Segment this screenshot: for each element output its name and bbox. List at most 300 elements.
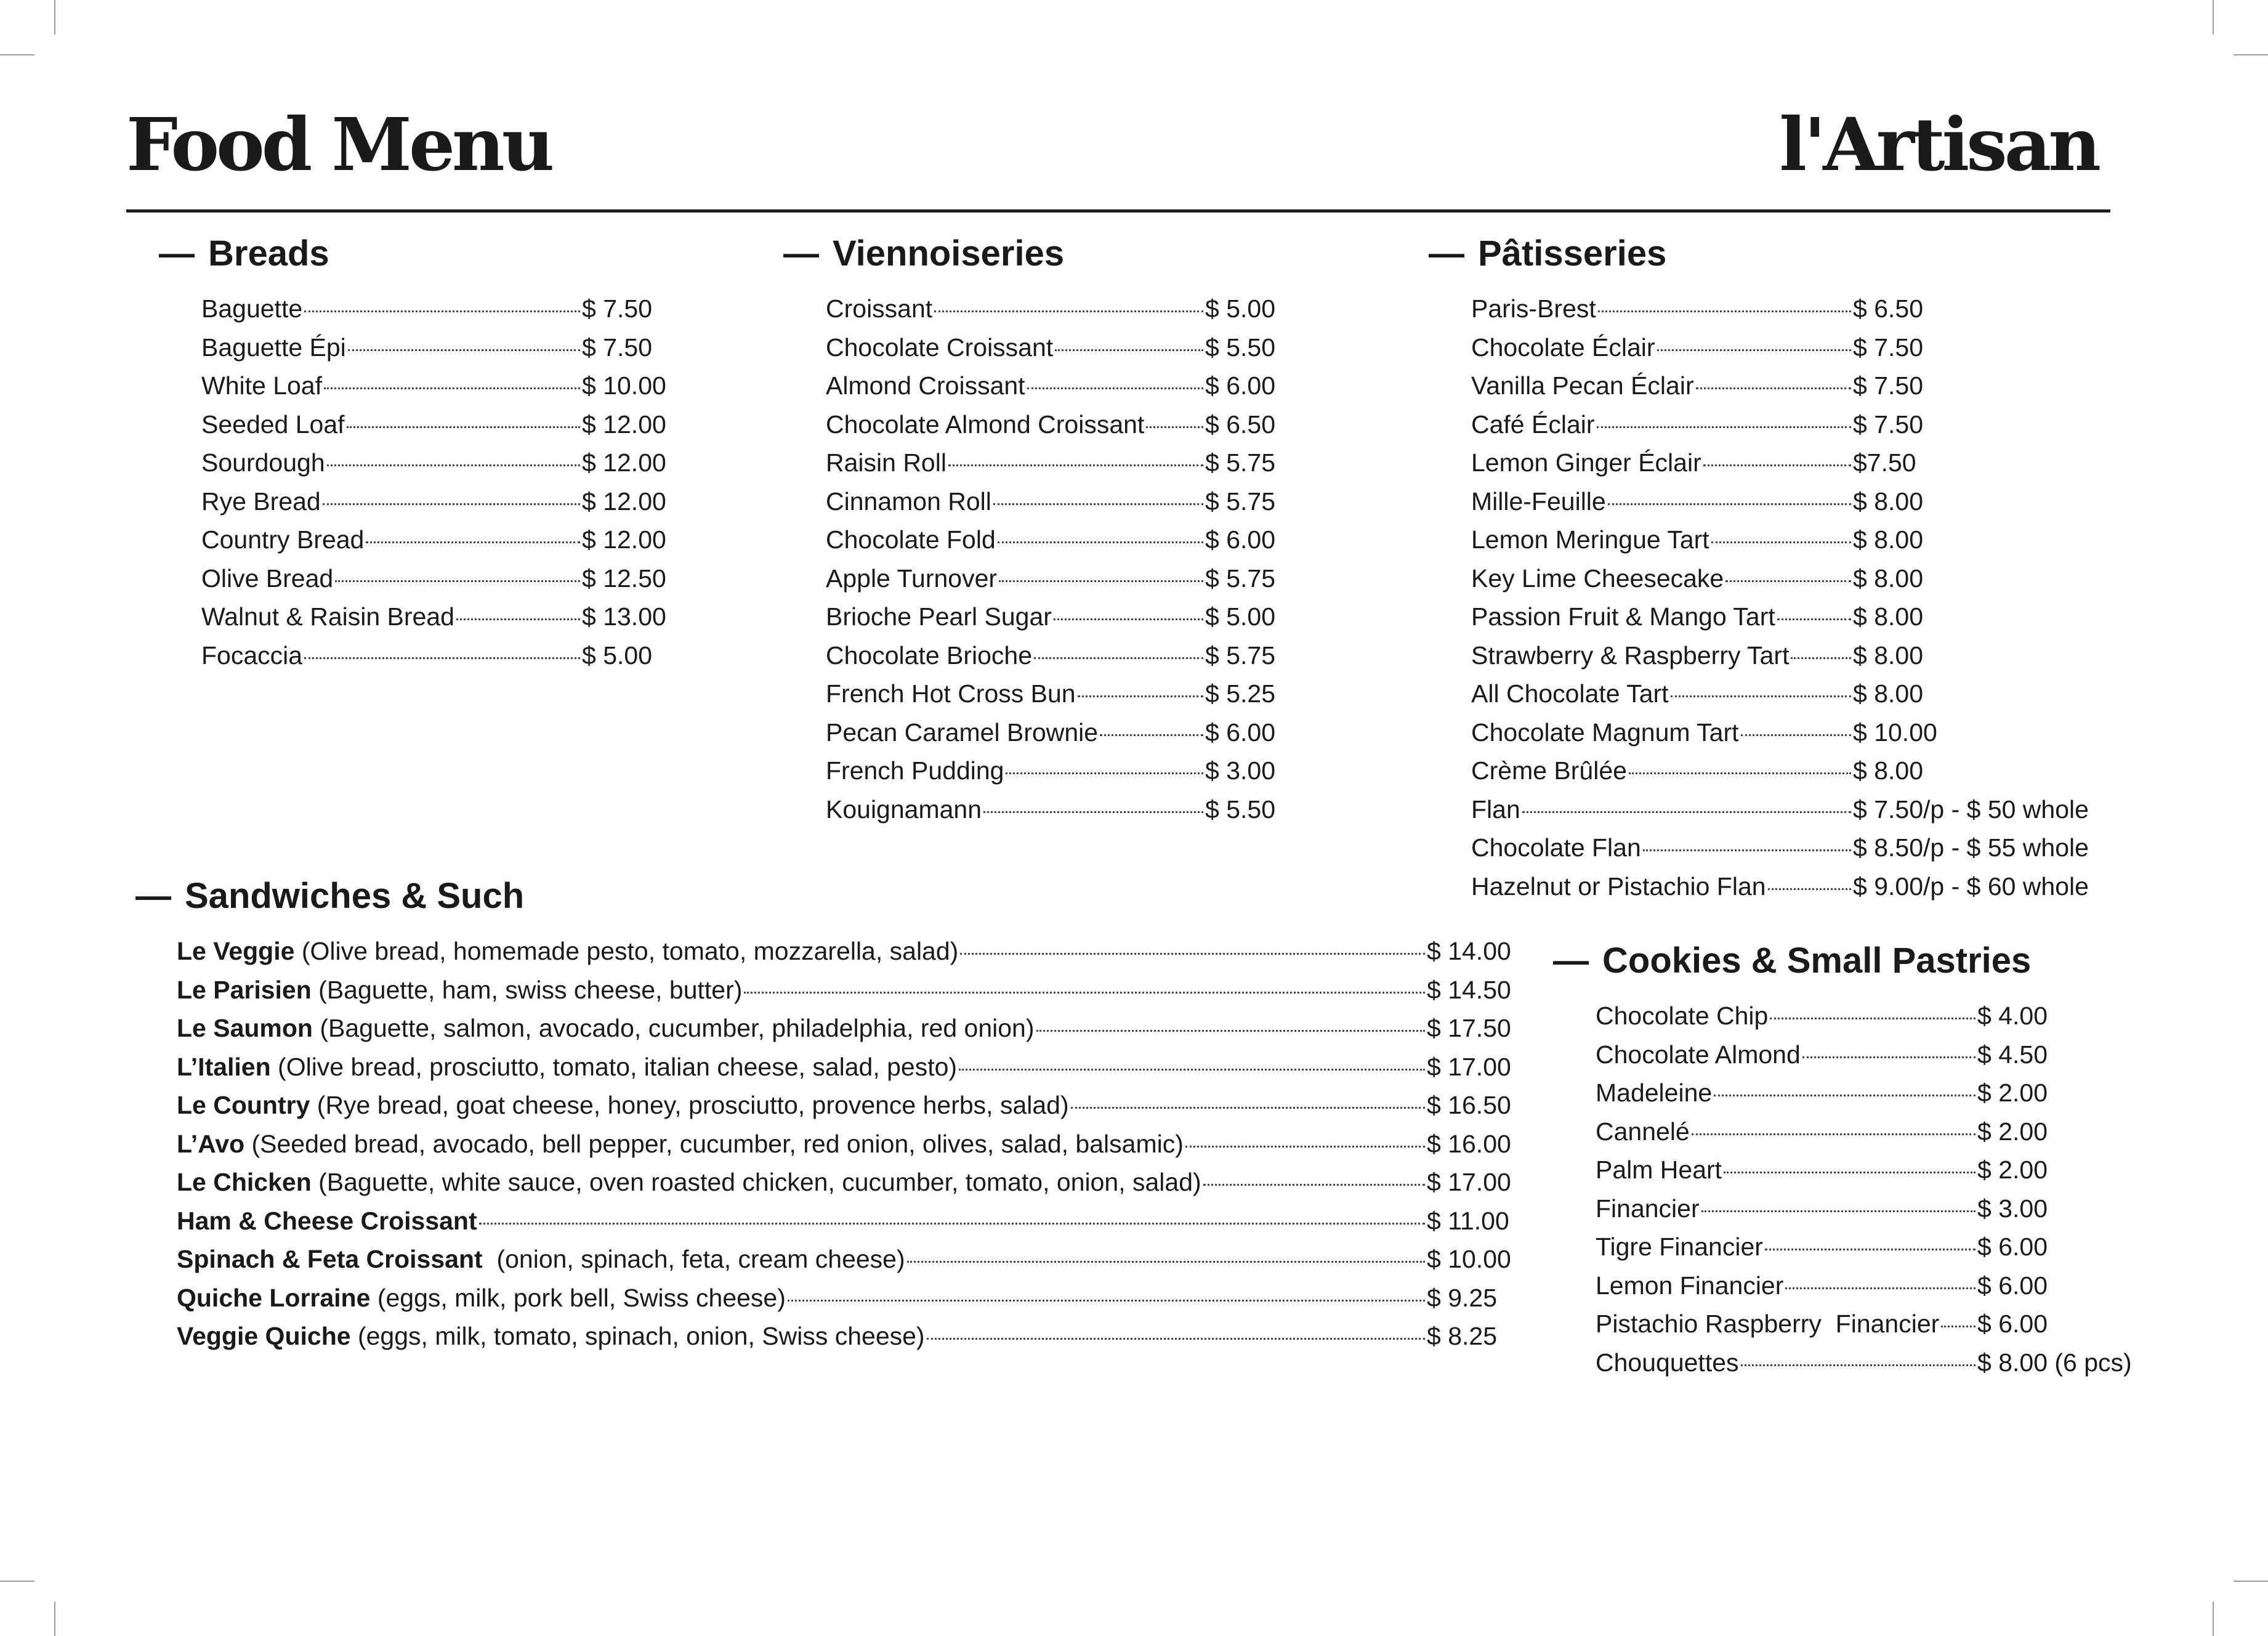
item-name: Apple Turnover (826, 564, 998, 593)
menu-item (1471, 674, 2099, 713)
dot-leader (1701, 1210, 1975, 1212)
section-breads (159, 235, 668, 674)
item-name: White Loaf (201, 371, 322, 400)
dot-leader (324, 387, 580, 389)
menu-item (1471, 790, 2099, 829)
item-name: Mille-Feuille (1471, 487, 1606, 516)
menu-item (826, 597, 1279, 636)
item-name: Café Éclair (1471, 410, 1595, 439)
item-name: Sourdough (201, 448, 325, 477)
item-title: L’Italien (177, 1052, 271, 1081)
menu-item (1471, 828, 2099, 867)
dot-leader (998, 541, 1203, 543)
menu-item (1471, 636, 2099, 675)
menu-list (826, 290, 1279, 828)
menu-item (201, 520, 668, 559)
menu-item (826, 559, 1279, 598)
item-name (177, 1240, 905, 1279)
item-price: $ 5.75 (1205, 641, 1275, 670)
item-price: $ 5.00 (1205, 602, 1275, 631)
item-description: (Baguette, salmon, avocado, cucumber, philadelphia, red onion) (312, 1014, 1035, 1042)
menu-item (201, 366, 668, 405)
menu-item (177, 1202, 1513, 1241)
item-name: Cinnamon Roll (826, 487, 991, 516)
dot-leader (1203, 1184, 1425, 1186)
item-price: $ 3.00 (1977, 1194, 2048, 1223)
menu-item (177, 971, 1513, 1010)
item-price: $ 3.00 (1205, 756, 1275, 785)
dot-leader (1657, 349, 1851, 351)
item-name: Palm Heart (1596, 1156, 1722, 1184)
item-name: Chocolate Fold (826, 525, 996, 554)
crop-mark (2213, 1602, 2214, 1636)
item-title: Spinach & Feta Croissant (177, 1245, 483, 1273)
item-title: Le Chicken (177, 1168, 312, 1196)
menu-item (826, 328, 1279, 367)
item-name: Flan (1471, 795, 1520, 824)
menu-item (1471, 482, 2099, 521)
item-name: Chocolate Chip (1596, 1002, 1769, 1030)
menu-item (177, 1009, 1513, 1048)
menu-item (177, 1086, 1513, 1125)
item-name: All Chocolate Tart (1471, 679, 1669, 708)
section-title: Breads (208, 233, 329, 273)
menu-item (201, 482, 668, 521)
dot-leader (1725, 580, 1851, 582)
item-price: $ 14.50 (1427, 975, 1511, 1004)
dot-leader (1078, 695, 1203, 697)
item-name: Chocolate Brioche (826, 641, 1033, 670)
item-name: Walnut & Raisin Bread (201, 602, 454, 631)
item-name (177, 1279, 786, 1318)
section-title: Viennoiseries (833, 233, 1065, 273)
section-sandwiches (135, 878, 1513, 1356)
menu-item (1471, 290, 2099, 328)
item-name: Madeleine (1596, 1079, 1713, 1107)
crop-mark (2234, 54, 2268, 55)
item-price: $ 16.50 (1427, 1091, 1511, 1119)
menu-item (201, 636, 668, 675)
section-heading (783, 235, 1279, 272)
dot-leader (348, 349, 580, 351)
dot-leader (907, 1261, 1425, 1263)
item-price: $ 8.00 (6 pcs) (1977, 1348, 2132, 1377)
item-price: $ 12.00 (582, 525, 666, 554)
heading-dash: — (159, 233, 195, 273)
dot-leader (479, 1223, 1425, 1225)
menu-list (1596, 997, 2137, 1382)
item-price: $ 5.75 (1205, 448, 1275, 477)
item-title: Quiche Lorraine (177, 1283, 371, 1312)
item-price: $ 4.50 (1977, 1040, 2048, 1069)
item-name (177, 1317, 925, 1356)
dot-leader (1146, 426, 1203, 428)
item-name: Chocolate Magnum Tart (1471, 718, 1739, 747)
menu-list (177, 932, 1513, 1356)
dot-leader (744, 992, 1425, 994)
item-price: $ 5.75 (1205, 564, 1275, 593)
menu-item (201, 290, 668, 328)
item-price: $ 7.50/p - $ 50 whole (1853, 795, 2089, 824)
item-price: $ 12.00 (582, 487, 666, 516)
item-price: $7.50 (1853, 448, 1916, 477)
dot-leader (1768, 888, 1851, 890)
page-title: Food Menu (126, 102, 552, 187)
menu-item (1596, 1189, 2137, 1228)
menu-item (826, 790, 1279, 829)
heading-dash: — (1429, 233, 1464, 273)
dot-leader (1185, 1146, 1425, 1148)
menu-item (201, 328, 668, 367)
menu-item (826, 674, 1279, 713)
crop-mark (54, 0, 55, 34)
item-description: (Seeded bread, avocado, bell pepper, cucumber, red onion, olives, salad, balsamic) (244, 1129, 1184, 1158)
item-name: Vanilla Pecan Éclair (1471, 371, 1694, 400)
section-viennoiseries (783, 235, 1279, 828)
item-name (177, 1125, 1184, 1164)
menu-item (177, 1240, 1513, 1279)
dot-leader (1036, 1030, 1426, 1032)
dot-leader (347, 426, 580, 428)
dot-leader (1703, 464, 1851, 466)
item-name: Kouignamann (826, 795, 982, 824)
item-price: $ 17.00 (1427, 1168, 1511, 1196)
item-price: $ 11.00 (1427, 1206, 1509, 1235)
menu-item (826, 520, 1279, 559)
item-name: Chocolate Almond Croissant (826, 410, 1145, 439)
dot-leader (323, 503, 580, 505)
dot-leader (1692, 1133, 1975, 1135)
dot-leader (983, 811, 1203, 813)
item-name: Hazelnut or Pistachio Flan (1471, 872, 1766, 901)
crop-mark (2234, 1581, 2268, 1582)
item-name: Strawberry & Raspberry Tart (1471, 641, 1790, 670)
dot-leader (1714, 1095, 1975, 1096)
item-description: (Rye bread, goat cheese, honey, prosciutto, provence herbs, salad) (310, 1091, 1069, 1119)
item-price: $ 5.25 (1205, 679, 1275, 708)
item-name (177, 1202, 477, 1241)
section-patisseries (1429, 235, 2099, 905)
menu-item (1471, 751, 2099, 790)
section-title: Sandwiches & Such (185, 876, 525, 916)
menu-item (1596, 997, 2137, 1035)
dot-leader (1608, 503, 1851, 505)
menu-item (826, 713, 1279, 752)
dot-leader (304, 310, 580, 312)
brand-name: l'Artisan (1779, 102, 2098, 187)
menu-item (201, 597, 668, 636)
menu-item (826, 636, 1279, 675)
dot-leader (927, 1338, 1425, 1340)
item-name: Baguette Épi (201, 333, 346, 362)
menu-list (201, 290, 668, 674)
menu-item (826, 290, 1279, 328)
item-price: $ 6.50 (1853, 294, 1923, 323)
item-price: $ 8.00 (1853, 564, 1923, 593)
item-price: $ 7.50 (582, 333, 652, 362)
item-price: $ 9.00/p - $ 60 whole (1853, 872, 2089, 901)
item-name: Croissant (826, 294, 933, 323)
item-price: $ 5.75 (1205, 487, 1275, 516)
dot-leader (456, 618, 580, 620)
menu-item (1471, 328, 2099, 367)
heading-dash: — (1553, 941, 1589, 981)
item-title: Le Veggie (177, 937, 295, 965)
item-price: $ 6.00 (1205, 371, 1275, 400)
item-name: Chocolate Éclair (1471, 333, 1655, 362)
heading-dash: — (783, 233, 819, 273)
dot-leader (1100, 734, 1203, 736)
menu-item (1471, 366, 2099, 405)
menu-item (201, 405, 668, 444)
menu-item (1471, 867, 2099, 906)
menu-item (177, 1125, 1513, 1164)
dot-leader (327, 464, 580, 466)
dot-leader (1522, 811, 1851, 813)
item-price: $ 14.00 (1427, 937, 1511, 965)
item-name (177, 1163, 1201, 1202)
item-price: $ 5.50 (1205, 795, 1275, 824)
menu-item (177, 1048, 1513, 1087)
dot-leader (948, 464, 1203, 466)
item-price: $ 7.50 (582, 294, 652, 323)
item-price: $ 4.00 (1977, 1002, 2048, 1030)
dot-leader (1770, 1018, 1975, 1019)
dot-leader (1777, 618, 1851, 620)
menu-item (1471, 520, 2099, 559)
item-price: $ 17.50 (1427, 1014, 1511, 1042)
item-name: Chouquettes (1596, 1348, 1739, 1377)
dot-leader (1741, 1364, 1975, 1366)
dot-leader (960, 953, 1425, 955)
item-name: Passion Fruit & Mango Tart (1471, 602, 1775, 631)
dot-leader (1724, 1172, 1975, 1173)
item-price: $ 8.00 (1853, 487, 1923, 516)
header-rule (126, 209, 2110, 213)
crop-mark (54, 1602, 55, 1636)
item-name: Key Lime Cheesecake (1471, 564, 1724, 593)
section-heading (135, 878, 1513, 915)
item-price: $ 8.00 (1853, 756, 1923, 785)
item-name (177, 1048, 957, 1087)
item-price: $ 10.00 (1427, 1245, 1511, 1273)
item-name: Almond Croissant (826, 371, 1025, 400)
menu-item (826, 751, 1279, 790)
item-name (177, 1086, 1069, 1125)
dot-leader (1941, 1326, 1975, 1327)
item-name: Chocolate Almond (1596, 1040, 1801, 1069)
item-price: $ 6.50 (1205, 410, 1275, 439)
item-name: Raisin Roll (826, 448, 946, 477)
item-name: Country Bread (201, 525, 365, 554)
crop-mark (0, 1581, 34, 1582)
item-name: Lemon Meringue Tart (1471, 525, 1709, 554)
item-name: Financier (1596, 1194, 1700, 1223)
item-price: $ 12.50 (582, 564, 666, 593)
item-title: Veggie Quiche (177, 1322, 351, 1350)
dot-leader (1629, 772, 1851, 774)
dot-leader (1054, 618, 1203, 620)
item-price: $ 8.00 (1853, 602, 1923, 631)
item-name: Cannelé (1596, 1117, 1690, 1146)
item-name: Brioche Pearl Sugar (826, 602, 1052, 631)
item-price: $ 5.00 (582, 641, 652, 670)
dot-leader (1671, 695, 1851, 697)
item-price: $ 8.00 (1853, 525, 1923, 554)
item-name: Tigre Financier (1596, 1233, 1763, 1261)
menu-item (1596, 1266, 2137, 1305)
item-price: $ 8.00 (1853, 679, 1923, 708)
item-price: $ 5.50 (1205, 333, 1275, 362)
menu-item (1471, 597, 2099, 636)
item-name: Pistachio Raspberry Financier (1596, 1310, 1940, 1338)
item-name (177, 971, 742, 1010)
section-heading (1429, 235, 2099, 272)
item-name: Paris-Brest (1471, 294, 1596, 323)
dot-leader (1598, 310, 1851, 312)
item-name (177, 932, 958, 971)
dot-leader (934, 310, 1203, 312)
menu-item (1596, 1035, 2137, 1074)
menu-item (826, 482, 1279, 521)
dot-leader (1055, 349, 1203, 351)
item-description: (Olive bread, prosciutto, tomato, italian cheese, salad, pesto) (270, 1052, 958, 1081)
item-price: $ 7.50 (1853, 333, 1923, 362)
crop-mark (0, 54, 34, 55)
item-price: $ 2.00 (1977, 1079, 2048, 1107)
section-title: Cookies & Small Pastries (1602, 941, 2032, 981)
dot-leader (1711, 541, 1851, 543)
dot-leader (366, 541, 580, 543)
menu-item (1596, 1151, 2137, 1189)
dot-leader (1696, 387, 1851, 389)
menu-item (201, 443, 668, 482)
item-price: $ 10.00 (1853, 718, 1937, 747)
item-price: $ 16.00 (1427, 1129, 1511, 1158)
item-title: Le Country (177, 1091, 310, 1119)
item-price: $ 6.00 (1205, 525, 1275, 554)
menu-item (1471, 405, 2099, 444)
dot-leader (959, 1069, 1425, 1071)
item-description: (Baguette, ham, swiss cheese, butter) (311, 975, 743, 1004)
dot-leader (1802, 1056, 1975, 1058)
dot-leader (335, 580, 580, 582)
menu-item (1596, 1074, 2137, 1112)
menu-item (1596, 1343, 2137, 1382)
item-title: Ham & Cheese Croissant (177, 1206, 477, 1235)
item-price: $ 6.00 (1977, 1310, 2048, 1338)
item-price: $ 9.25 (1427, 1283, 1497, 1312)
item-price: $ 12.00 (582, 410, 666, 439)
item-price: $ 2.00 (1977, 1117, 2048, 1146)
dot-leader (1034, 657, 1203, 659)
item-price: $ 2.00 (1977, 1156, 2048, 1184)
item-price: $ 10.00 (582, 371, 666, 400)
item-name: Lemon Financier (1596, 1271, 1784, 1300)
item-price: $ 8.00 (1853, 641, 1923, 670)
dot-leader (1006, 772, 1203, 774)
dot-leader (1785, 1287, 1975, 1289)
item-price: $ 12.00 (582, 448, 666, 477)
menu-item (177, 1163, 1513, 1202)
item-name: Lemon Ginger Éclair (1471, 448, 1701, 477)
item-name: Seeded Loaf (201, 410, 345, 439)
item-name: French Hot Cross Bun (826, 679, 1076, 708)
item-name: Chocolate Croissant (826, 333, 1054, 362)
menu-item (826, 366, 1279, 405)
dot-leader (1643, 849, 1851, 851)
dot-leader (993, 503, 1203, 505)
item-price: $ 8.25 (1427, 1322, 1497, 1350)
dot-leader (1071, 1107, 1425, 1109)
dot-leader (999, 580, 1203, 582)
section-heading (1553, 942, 2137, 979)
menu-item (1471, 443, 2099, 482)
menu-item (177, 932, 1513, 971)
item-name: French Pudding (826, 756, 1004, 785)
heading-dash: — (135, 876, 171, 916)
item-price: $ 6.00 (1977, 1271, 2048, 1300)
dot-leader (1791, 657, 1851, 659)
item-price: $ 5.00 (1205, 294, 1275, 323)
menu-item (1471, 713, 2099, 752)
item-price: $ 6.00 (1205, 718, 1275, 747)
item-name: Baguette (201, 294, 303, 323)
item-description: (onion, spinach, feta, cream cheese) (482, 1245, 905, 1273)
item-title: L’Avo (177, 1129, 245, 1158)
item-name: Pecan Caramel Brownie (826, 718, 1099, 747)
item-price: $ 17.00 (1427, 1052, 1511, 1081)
item-name: Olive Bread (201, 564, 334, 593)
menu-item (1596, 1305, 2137, 1343)
item-description: (eggs, milk, pork bell, Swiss cheese) (370, 1283, 786, 1312)
menu-item (1596, 1112, 2137, 1151)
item-name (177, 1009, 1035, 1048)
crop-mark (2213, 0, 2214, 34)
item-name: Focaccia (201, 641, 303, 670)
menu-item (1596, 1228, 2137, 1266)
menu-item (826, 405, 1279, 444)
section-cookies (1553, 942, 2137, 1382)
dot-leader (1765, 1249, 1975, 1250)
item-name: Chocolate Flan (1471, 833, 1641, 862)
dot-leader (1741, 734, 1851, 736)
section-title: Pâtisseries (1478, 233, 1667, 273)
item-title: Le Parisien (177, 975, 312, 1004)
item-title: Le Saumon (177, 1014, 313, 1042)
menu-item (826, 443, 1279, 482)
item-name: Crème Brûlée (1471, 756, 1627, 785)
item-description: (eggs, milk, tomato, spinach, onion, Swiss cheese) (350, 1322, 925, 1350)
item-price: $ 13.00 (582, 602, 666, 631)
menu-item (177, 1279, 1513, 1318)
dot-leader (788, 1300, 1425, 1302)
item-description: (Baguette, white sauce, oven roasted chicken, cucumber, tomato, onion, salad) (311, 1168, 1201, 1196)
item-price: $ 6.00 (1977, 1233, 2048, 1261)
item-price: $ 7.50 (1853, 410, 1923, 439)
dot-leader (1597, 426, 1851, 428)
item-description: (Olive bread, homemade pesto, tomato, mozzarella, salad) (294, 937, 959, 965)
menu-list (1471, 290, 2099, 905)
menu-item (177, 1317, 1513, 1356)
item-price: $ 7.50 (1853, 371, 1923, 400)
menu-item (1471, 559, 2099, 598)
menu-item (201, 559, 668, 598)
item-name: Rye Bread (201, 487, 321, 516)
section-heading (159, 235, 668, 272)
dot-leader (304, 657, 580, 659)
item-price: $ 8.50/p - $ 55 whole (1853, 833, 2089, 862)
